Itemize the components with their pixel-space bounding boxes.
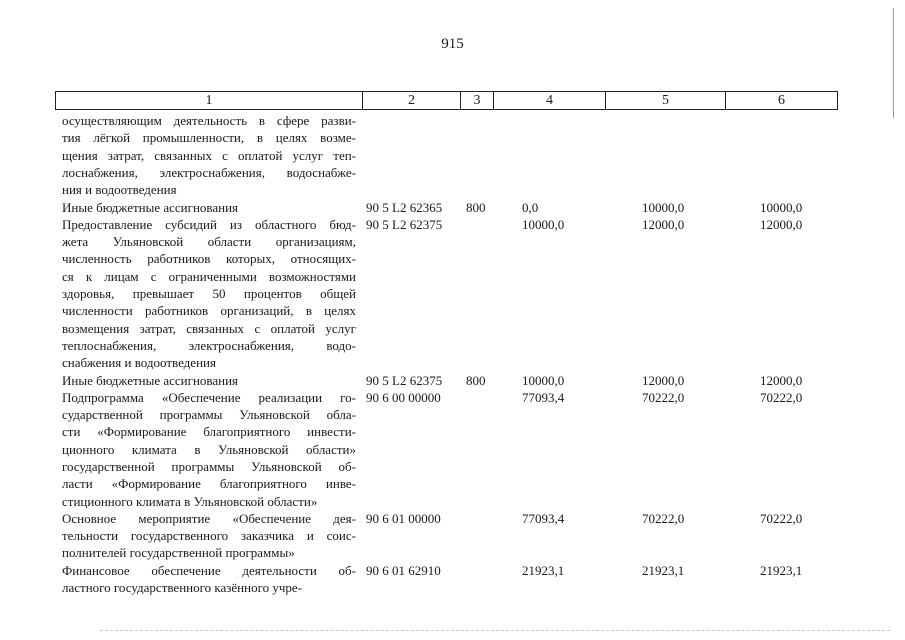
header-col-1: 1 — [56, 92, 363, 109]
row-description — [62, 510, 356, 562]
description-line: Основное мероприятие «Обеспечение дея- — [62, 510, 356, 526]
description-line: Подпрограмма «Обеспечение реализации го- — [62, 389, 356, 405]
table-header — [55, 91, 838, 110]
description-line: ния и водоотведения — [62, 182, 177, 198]
amount-year-2: 10000,0 — [642, 199, 685, 215]
row-description — [62, 216, 356, 372]
header-col-3: 3 — [461, 92, 494, 109]
amount-year-3: 70222,0 — [760, 510, 803, 526]
header-col-4: 4 — [494, 92, 606, 109]
description-line: ласти «Формирование благоприятного инве- — [62, 476, 356, 492]
header-col-2: 2 — [363, 92, 461, 109]
description-line: Финансовое обеспечение деятельности об- — [62, 562, 356, 578]
target-code: 90 5 L2 62365 — [366, 199, 443, 215]
amount-year-2: 70222,0 — [642, 389, 685, 405]
amount-year-3: 21923,1 — [760, 562, 803, 578]
header-col-6: 6 — [778, 93, 785, 108]
description-line: Иные бюджетные ассигнования — [62, 199, 239, 215]
description-line: возмещения затрат, связанных с оплатой услуг — [62, 320, 356, 336]
description-line: Предоставление субсидий из областного бюд- — [62, 216, 356, 232]
row-description — [62, 112, 356, 198]
description-line: тия лёгкой промышленности, в целях возме- — [62, 130, 356, 146]
amount-year-3: 70222,0 — [760, 389, 803, 405]
amount-year-1: 77093,4 — [522, 510, 565, 526]
description-line: сти «Формирование благоприятного инвести- — [62, 424, 356, 440]
description-line: жета Ульяновской области организациям, — [62, 234, 356, 250]
target-code: 90 5 L2 62375 — [366, 216, 443, 232]
description-line: щения затрат, связанных с оплатой услуг теп- — [62, 147, 356, 163]
row-description — [62, 372, 356, 389]
description-line: стиционного климата в Ульяновской области» — [62, 493, 318, 509]
amount-year-2: 12000,0 — [642, 216, 685, 232]
description-line: Иные бюджетные ассигнования — [62, 372, 239, 388]
description-line: осуществляющим деятельность в сфере разви- — [62, 113, 356, 128]
amount-year-3: 12000,0 — [760, 372, 803, 388]
target-code: 90 5 L2 62375 — [366, 372, 443, 388]
amount-year-1: 10000,0 — [522, 216, 565, 232]
description-line: сударственной программы Ульяновской обла- — [62, 407, 356, 423]
description-line: теплоснабжения, электроснабжения, водо- — [62, 337, 356, 353]
expense-type: 800 — [466, 199, 486, 215]
page-edge-line — [893, 8, 894, 118]
description-line: тельности государственного заказчика и соис- — [62, 528, 356, 544]
description-line: снабжения и водоотведения — [62, 355, 216, 371]
amount-year-2: 70222,0 — [642, 510, 685, 526]
amount-year-1: 21923,1 — [522, 562, 565, 578]
amount-year-1: 77093,4 — [522, 389, 565, 405]
description-line: ся к лицам с ограниченными возможностями — [62, 268, 356, 284]
row-description — [62, 389, 356, 510]
amount-year-2: 12000,0 — [642, 372, 685, 388]
description-line: полнителей государственной программы» — [62, 545, 295, 561]
expense-type: 800 — [466, 372, 486, 388]
page-bottom-edge — [100, 630, 890, 632]
description-line: численность работников которых, относящих- — [62, 251, 356, 267]
description-line: государственной программы Ульяновской об- — [62, 458, 356, 474]
description-line: численности работников организаций, в целях — [62, 303, 356, 319]
description-line: ластного государственного казённого учре- — [62, 580, 302, 596]
amount-year-1: 0,0 — [522, 199, 539, 215]
description-line: здоровья, превышает 50 процентов общей — [62, 285, 356, 301]
target-code: 90 6 01 00000 — [366, 510, 441, 526]
row-description — [62, 199, 356, 216]
amount-year-3: 12000,0 — [760, 216, 803, 232]
page-number: 915 — [441, 36, 464, 52]
amount-year-3: 10000,0 — [760, 199, 803, 215]
amount-year-1: 10000,0 — [522, 372, 565, 388]
target-code: 90 6 01 62910 — [366, 562, 441, 578]
description-line: лоснабжения, электроснабжения, водоснабже- — [62, 164, 356, 180]
amount-year-2: 21923,1 — [642, 562, 685, 578]
row-description — [62, 562, 356, 597]
description-line: ционного климата в Ульяновской области» — [62, 441, 356, 457]
target-code: 90 6 00 00000 — [366, 389, 441, 405]
header-col-5: 5 — [606, 92, 726, 109]
